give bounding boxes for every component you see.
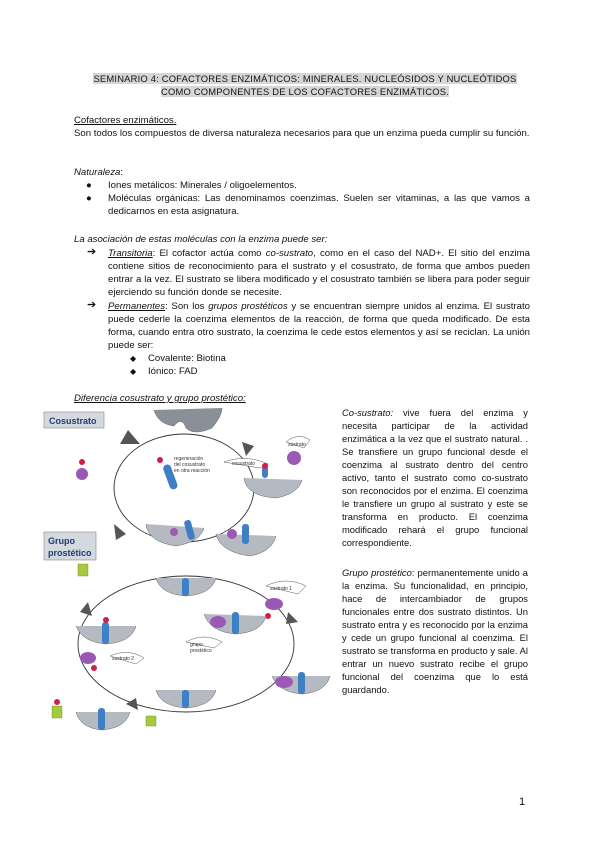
title-line-2: COMO COMPONENTES DE LOS COFACTORES ENZIMÁTICOS.	[161, 86, 449, 97]
cosustrato-term: Co-sustrato:	[342, 407, 394, 418]
label-grupo: Grupo	[48, 536, 75, 546]
cofactores-heading: Cofactores enzimáticos.	[74, 115, 177, 126]
page-title	[70, 72, 540, 98]
cosustrato-vs-prosthetic-diagram	[36, 406, 334, 738]
union-item: ◆ Covalente: Biotina	[130, 353, 226, 364]
naturaleza-section: Naturaleza: ● Iones metálicos: Minerales / oligoelementos. ● Moléculas orgánicas: Las denominamos coenzimas. Suelen ser vitaminas, a las que vamos a dedicarnos en esta asignatura.	[74, 167, 530, 217]
cofactor-red	[79, 459, 85, 465]
cofactor-red	[157, 457, 163, 463]
label-cosustrato: Cosustrato	[49, 416, 97, 426]
cycle-arrow-top	[114, 434, 254, 542]
substrate-molecule	[287, 451, 301, 465]
cycle-arrowhead	[120, 430, 140, 444]
regen-text-2: del cosustrato	[174, 462, 206, 468]
naturaleza-list	[74, 179, 530, 218]
asociacion-section	[74, 233, 530, 378]
substrate-molecule	[170, 528, 178, 536]
cofactor-red	[262, 463, 268, 469]
cofactor-blue	[242, 524, 249, 544]
gp-callout-1: grupo	[190, 642, 203, 648]
cofactor-red	[103, 617, 109, 623]
callout-cosustrato: cosustrato	[232, 461, 256, 467]
substrate-molecule	[265, 598, 283, 610]
cosustrato-description: Co-sustrato: vive fuera del enzima y necesita participar de la actividad enzimática a la vez que el sustrato natural. . Se transfiere un grupo funcional desde el coenzima al sustrato dentro del centro activo, tanto el sustrato como co-sustrato son reconocidos por el enzima. El coenzima le transfiere un grupo al sustrato y este se transforma en producto. El coenzima modificado rehará el grupo funcional correspondiente.	[342, 407, 528, 548]
prosthetic-green	[78, 564, 88, 576]
diamond-bullet-icon: ◆	[130, 354, 137, 363]
naturaleza-heading: Naturaleza	[74, 167, 121, 178]
arrow-right-icon: ➔	[87, 246, 97, 258]
cofactor-blue	[182, 690, 189, 708]
asociacion-heading: La asociación de estas moléculas con la enzima puede ser:	[74, 234, 328, 245]
substrate-molecule	[210, 616, 226, 628]
union-item: ◆ Iónico: FAD	[130, 366, 198, 377]
callout-sustrato-1: sustrato 1	[270, 586, 292, 592]
cofactor-blue	[102, 622, 109, 644]
cofactores-section	[74, 114, 530, 140]
grupo-prostetico-description: Grupo prostético: permanentemente unido a la enzima. Su funcionalidad, en principio, hace de intercambiador de grupos funcionales entre dos sustrato distintos. Un sustrato entra y es reconocido por la enzima y cede un grupo funcional al coenzima. El sustrato se transforma en producto y sale. Al entrar un nuevo sustrato recibe el grupo funcional del coenzima que lo está guardando.	[342, 567, 528, 695]
cycle-arrowhead	[80, 602, 92, 616]
enzyme-shape	[154, 408, 222, 432]
cofactor-blue	[182, 578, 189, 596]
regen-text-1: regeneración	[174, 456, 204, 462]
substrate-molecule	[275, 676, 293, 688]
regen-text-3: en otra reacción	[174, 468, 210, 474]
cofactor-blue	[98, 708, 105, 730]
grupo-prostetico-term: Grupo prostético	[342, 567, 412, 578]
transitoria-item: ➔ Transitoria: El cofactor actúa como co-sustrato, como en el caso del NAD+. El sitio del enzima contiene sitios de reconocimiento para el sustrato y el cosustrato, de forma que ambos pueden entrar a la vez. El sustrato se libera modificado y el cosustrato también se libera para poder seguir ejerciendo su función donde se necesite.	[87, 246, 530, 298]
cofactor-red	[54, 699, 60, 705]
list-item: ● Moléculas orgánicas: Las denominamos coenzimas. Suelen ser vitaminas, a las que vamos a dedicarnos en esta asignatura.	[86, 193, 530, 217]
list-item: ● Iones metálicos: Minerales / oligoelementos.	[86, 180, 297, 191]
cycle-arrowhead	[126, 698, 138, 710]
cycle-arrowhead	[242, 442, 254, 456]
substrate-molecule	[227, 529, 237, 539]
substrate-molecule	[80, 652, 96, 664]
cofactor-red	[91, 665, 97, 671]
cycle-arrowhead	[286, 612, 298, 624]
cycle-arrowhead	[114, 524, 126, 540]
title-line-1: SEMINARIO 4: COFACTORES ENZIMÁTICOS: MINERALES. NUCLEÓSIDOS Y NUCLEÓTIDOS	[93, 73, 517, 84]
prosthetic-green	[146, 716, 156, 726]
gp-callout-2: prostético	[190, 648, 212, 654]
arrow-right-icon: ➔	[87, 299, 97, 311]
enzyme-shape	[244, 478, 302, 498]
diferencia-heading: Diferencia cosustrato y grupo prostético:	[74, 393, 246, 404]
bullet-icon: ●	[86, 193, 92, 204]
label-prostetico: prostético	[48, 548, 92, 558]
diferencia-heading-block	[74, 392, 530, 405]
permanentes-item: ➔ Permanentes: Son los grupos prostéticos y se encuentran siempre unidos al enzima. El sustrato puede cederle la coenzima elementos de la reacción, de forma que queda modificado. De esta forma, cuando entra otro sustrato, la coenzima le cede estos elementos y así se reciclan. La unión puede ser:	[87, 299, 531, 351]
cofactor-blue	[232, 612, 239, 634]
callout-sustrato-2: sustrato 2	[112, 656, 134, 662]
cofactor-blue	[298, 672, 305, 694]
prosthetic-green	[52, 706, 62, 718]
callout-sustrato: sustrato	[288, 442, 306, 448]
cofactores-text: Son todos los compuestos de diversa naturaleza necesarios para que un enzima pueda cumplir su función.	[74, 128, 530, 139]
bullet-icon: ●	[86, 180, 92, 191]
page-number: 1	[519, 796, 526, 808]
substrate-molecule	[76, 468, 88, 480]
diamond-bullet-icon: ◆	[130, 367, 137, 376]
